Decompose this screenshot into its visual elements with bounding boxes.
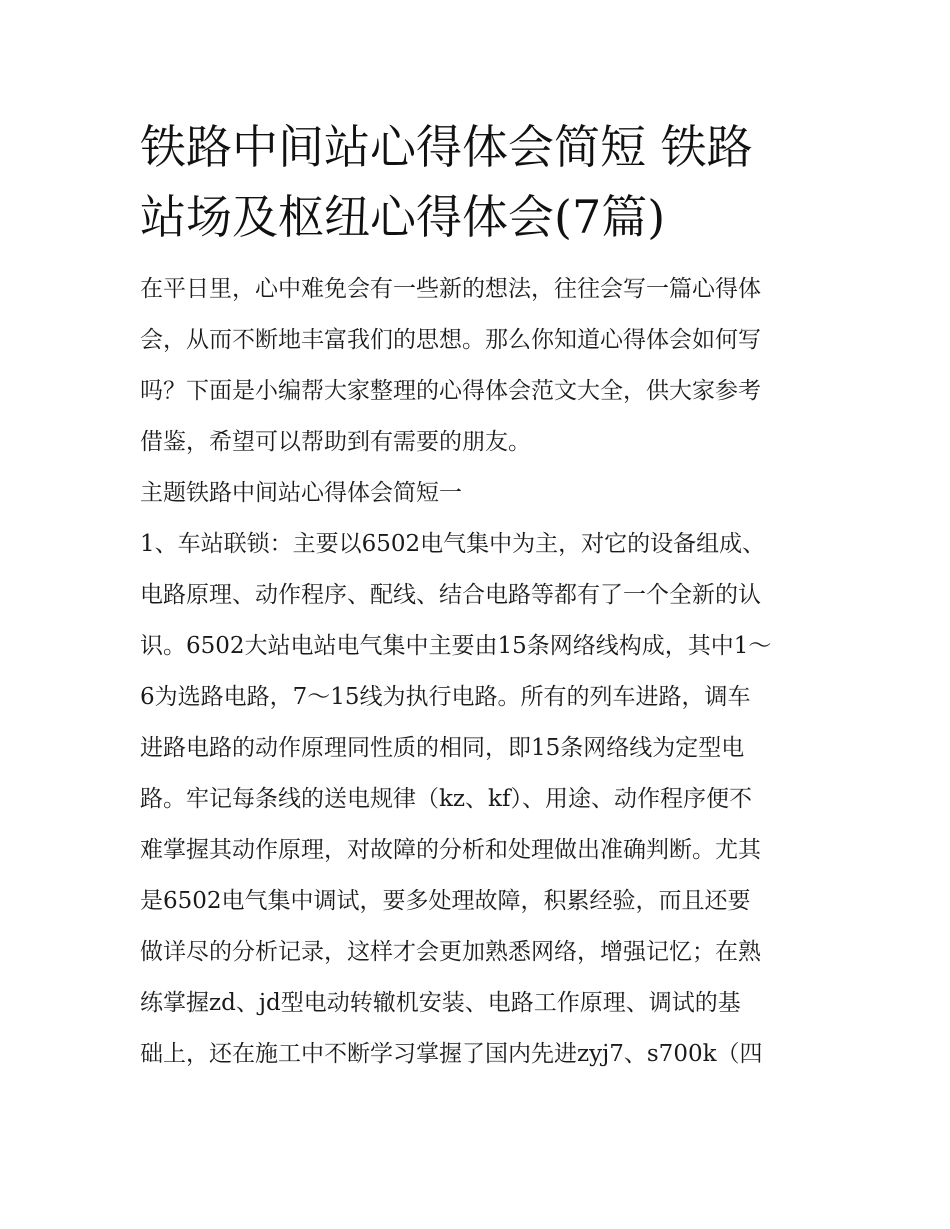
paragraph-line-7: 难掌握其动作原理，对故障的分析和处理做出准确判断。尤其 — [140, 837, 761, 863]
paragraph-line-11: 础上，还在施工中不断学习掌握了国内先进zyj7、s700k（四 — [140, 1041, 763, 1067]
paragraph-line-4: 6为选路电路，7～15线为执行电路。所有的列车进路，调车 — [140, 684, 751, 710]
paragraph-line-1: 1、车站联锁：主要以6502电气集中为主，对它的设备组成、 — [140, 531, 766, 557]
document-body — [140, 264, 812, 1080]
intro-line-2: 会，从而不断地丰富我们的思想。那么你知道心得体会如何写 — [140, 327, 761, 353]
document-title — [140, 112, 812, 252]
paragraph-line-10: 练掌握zd、jd型电动转辙机安装、电路工作原理、调试的基 — [140, 990, 741, 1016]
title-line-2: 站场及枢纽心得体会(7篇) — [140, 190, 666, 244]
paragraph-line-3: 识。6502大站电站电气集中主要由15条网络线构成，其中1～ — [140, 633, 772, 659]
intro-line-4: 借鉴，希望可以帮助到有需要的朋友。 — [140, 429, 531, 455]
intro-line-3: 吗？下面是小编帮大家整理的心得体会范文大全，供大家参考 — [140, 378, 761, 404]
paragraph-line-9: 做详尽的分析记录，这样才会更加熟悉网络，增强记忆；在熟 — [140, 939, 761, 965]
paragraph-line-2: 电路原理、动作程序、配线、结合电路等都有了一个全新的认 — [140, 582, 761, 608]
document-content — [140, 112, 812, 1080]
section-heading: 主题铁路中间站心得体会简短一 — [140, 480, 462, 506]
paragraph-line-5: 进路电路的动作原理同性质的相同，即15条网络线为定型电 — [140, 735, 745, 761]
paragraph-line-8: 是6502电气集中调试，要多处理故障，积累经验，而且还要 — [140, 888, 751, 914]
title-line-1: 铁路中间站心得体会简短 铁路 — [140, 120, 753, 174]
intro-line-1: 在平日里，心中难免会有一些新的想法，往往会写一篇心得体 — [140, 276, 761, 302]
paragraph-line-6: 路。牢记每条线的送电规律（kz、kf）、用途、动作程序便不 — [140, 786, 753, 812]
